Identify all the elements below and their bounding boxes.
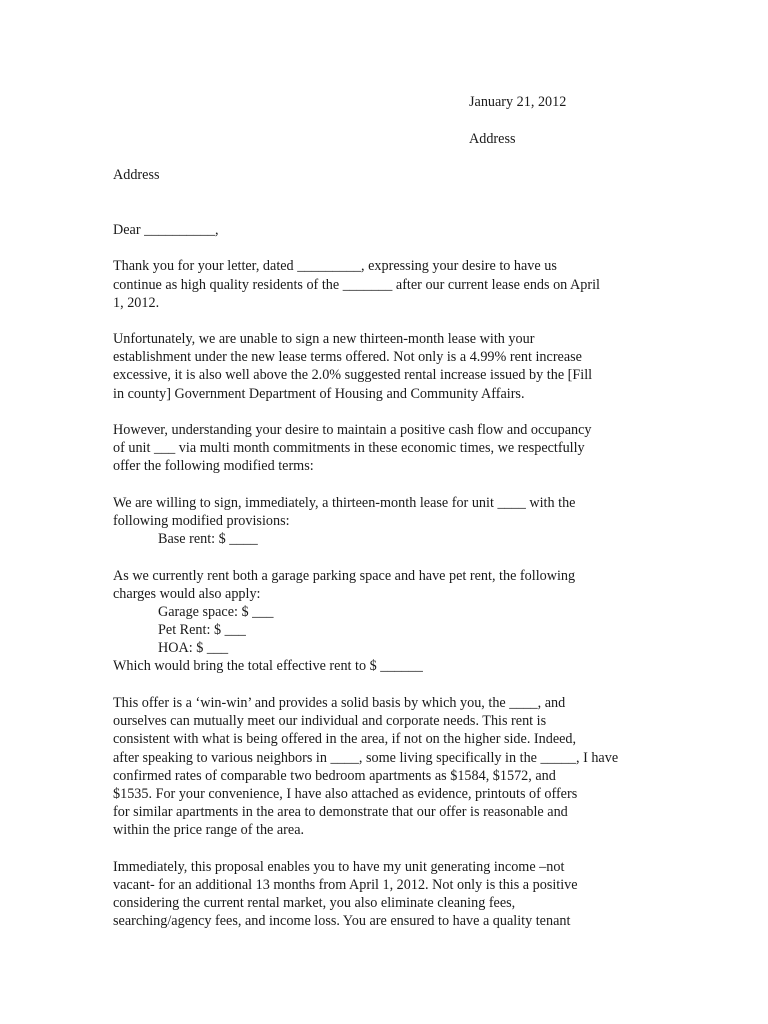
paragraph-line: consistent with what is being offered in the area, if not on the higher side. Indeed, — [113, 731, 577, 747]
garage-space-line: Garage space: $ ___ — [158, 604, 274, 620]
paragraph-line: following modified provisions: — [113, 513, 290, 529]
recipient-address: Address — [113, 167, 160, 183]
paragraph-line: Unfortunately, we are unable to sign a new thirteen-month lease with your — [113, 331, 535, 347]
paragraph-line: continue as high quality residents of the _______ after our current lease ends on April — [113, 277, 600, 293]
letter-date: January 21, 2012 — [469, 94, 567, 110]
paragraph-line: 1, 2012. — [113, 295, 160, 311]
paragraph-line: for similar apartments in the area to demonstrate that our offer is reasonable and — [113, 804, 568, 820]
paragraph-line: after speaking to various neighbors in ____, some living specifically in the _____, I have — [113, 750, 619, 766]
paragraph-line: offer the following modified terms: — [113, 458, 314, 474]
paragraph-line: However, understanding your desire to maintain a positive cash flow and occupancy — [113, 422, 592, 438]
paragraph-line: in county] Government Department of Housing and Community Affairs. — [113, 386, 525, 402]
paragraph-line: searching/agency fees, and income loss. You are ensured to have a quality tenant — [113, 913, 571, 929]
sender-address: Address — [469, 131, 516, 147]
paragraph-line: considering the current rental market, you also eliminate cleaning fees, — [113, 895, 516, 911]
paragraph-line: charges would also apply: — [113, 586, 261, 602]
paragraph-line: of unit ___ via multi month commitments in these economic times, we respectfully — [113, 440, 585, 456]
paragraph-line: ourselves can mutually meet our individual and corporate needs. This rent is — [113, 713, 547, 729]
paragraph-line: confirmed rates of comparable two bedroom apartments as $1584, $1572, and — [113, 768, 556, 784]
paragraph-line: $1535. For your convenience, I have also attached as evidence, printouts of offers — [113, 786, 578, 802]
paragraph-line: establishment under the new lease terms offered. Not only is a 4.99% rent increase — [113, 349, 582, 365]
paragraph-line: As we currently rent both a garage parking space and have pet rent, the following — [113, 568, 576, 584]
paragraph-line: We are willing to sign, immediately, a thirteen-month lease for unit ____ with the — [113, 495, 576, 511]
base-rent-line: Base rent: $ ____ — [158, 531, 258, 547]
hoa-line: HOA: $ ___ — [158, 640, 229, 656]
paragraph-line: Immediately, this proposal enables you to have my unit generating income –not — [113, 859, 565, 875]
paragraph-line: This offer is a ‘win-win’ and provides a solid basis by which you, the ____, and — [113, 695, 566, 711]
paragraph-line: within the price range of the area. — [113, 822, 305, 838]
total-rent-line: Which would bring the total effective rent to $ ______ — [113, 658, 423, 674]
paragraph-line: vacant- for an additional 13 months from April 1, 2012. Not only is this a positive — [113, 877, 578, 893]
paragraph-line: Thank you for your letter, dated _________, expressing your desire to have us — [113, 258, 557, 274]
salutation: Dear __________, — [113, 222, 219, 238]
pet-rent-line: Pet Rent: $ ___ — [158, 622, 246, 638]
paragraph-line: excessive, it is also well above the 2.0% suggested rental increase issued by the [Fill — [113, 367, 593, 383]
